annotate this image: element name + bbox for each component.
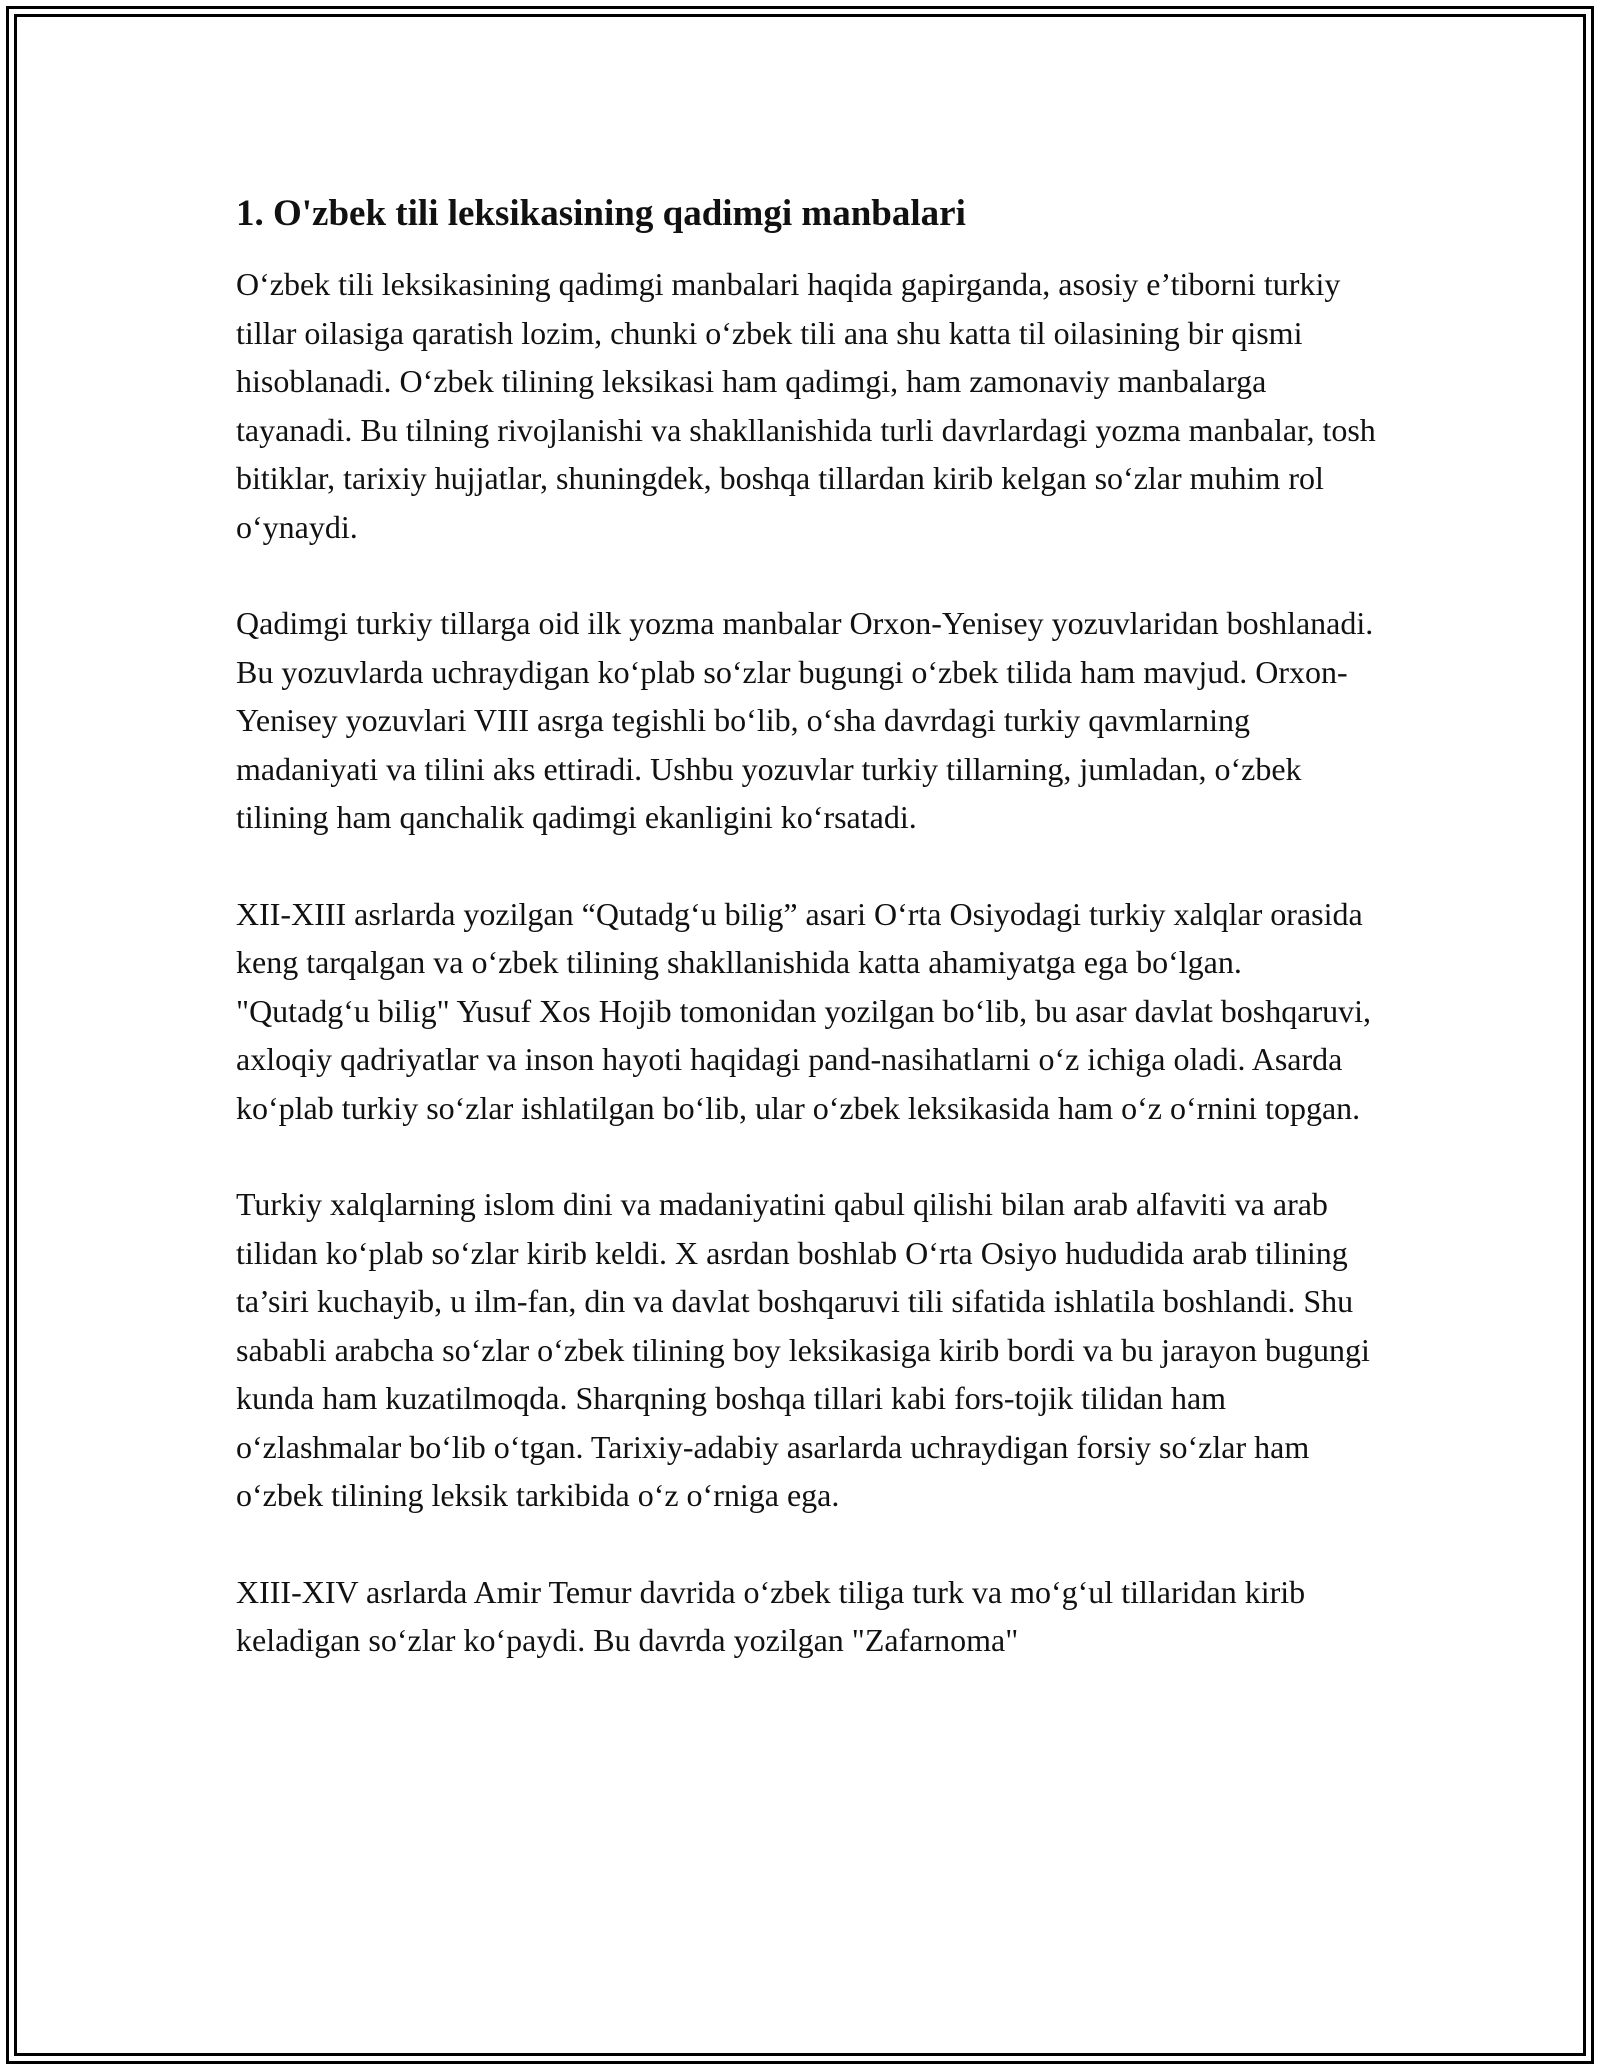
paragraph-1: O‘zbek tili leksikasining qadimgi manbalari haqida gapirganda, asosiy e’tiborni turkiy tillar oilasiga qaratish lozim, chunki o‘zbek tili ana shu katta til oilasining bir qismi hisoblanadi. O‘zbek tilining leksikasi ham qadimgi, ham zamonaviy manbalarga tayanadi. Bu tilning rivojlanishi va shakllanishida turli davrlardagi yozma manbalar, tosh bitiklar, tarixiy hujjatlar, shuningdek, boshqa tillardan kirib kelgan so‘zlar muhim rol o‘ynaydi. bbox=[236, 266, 1376, 545]
paragraph-3: XII-XIII asrlarda yozilgan “Qutadg‘u bilig” asari O‘rta Osiyodagi turkiy xalqlar orasida keng tarqalgan va o‘zbek tilining shakllanishida katta ahamiyatga ega bo‘lgan. "Qutadg‘u bilig" Yusuf Xos Hojib tomonidan yozilgan bo‘lib, bu asar davlat boshqaruvi, axloqiy qadriyatlar va inson hayoti haqidagi pand-nasihatlarni o‘z ichiga oladi. Asarda ko‘plab turkiy so‘zlar ishlatilgan bo‘lib, ular o‘zbek leksikasida ham o‘z o‘rnini topgan. bbox=[236, 895, 1371, 1126]
paragraph-2: Qadimgi turkiy tillarga oid ilk yozma manbalar Orxon-Yenisey yozuvlaridan boshlanadi. Bu yozuvlarda uchraydigan ko‘plab so‘zlar bugungi o‘zbek tilida ham mavjud. Orxon-Yenisey yozuvlari VIII asrga tegishli bo‘lib, o‘sha davrdagi turkiy qavmlarning madaniyati va tilini aks ettiradi. Ushbu yozuvlar turkiy tillarning, jumladan, o‘zbek tilining ham qanchalik qadimgi ekanligini ko‘rsatadi. bbox=[236, 605, 1374, 835]
section-heading: 1. O'zbek tili leksikasining qadimgi manbalari bbox=[236, 193, 966, 234]
paragraph-5: XIII-XIV asrlarda Amir Temur davrida o‘zbek tiliga turk va mo‘g‘ul tillaridan kirib keladigan so‘zlar ko‘paydi. Bu davrda yozilgan "Zafarnoma" bbox=[236, 1573, 1306, 1658]
paragraph-4: Turkiy xalqlarning islom dini va madaniyatini qabul qilishi bilan arab alfaviti va arab tilidan ko‘plab so‘zlar kirib keldi. X asrdan boshlab O‘rta Osiyo hududida arab tilining ta’siri kuchayib, u ilm-fan, din va davlat boshqaruvi tili sifatida ishlatila boshlandi. Shu sababli arabcha so‘zlar o‘zbek tilining boy leksikasiga kirib bordi va bu jarayon bugungi kunda ham kuzatilmoqda. Sharqning boshqa tillari kabi fors-tojik tilidan ham o‘zlashmalar bo‘lib o‘tgan. Tarixiy-adabiy asarlarda uchraydigan forsiy so‘zlar ham o‘zbek tilining leksik tarkibida o‘z o‘rniga ega. bbox=[236, 1186, 1370, 1513]
document-body bbox=[236, 186, 1376, 1713]
